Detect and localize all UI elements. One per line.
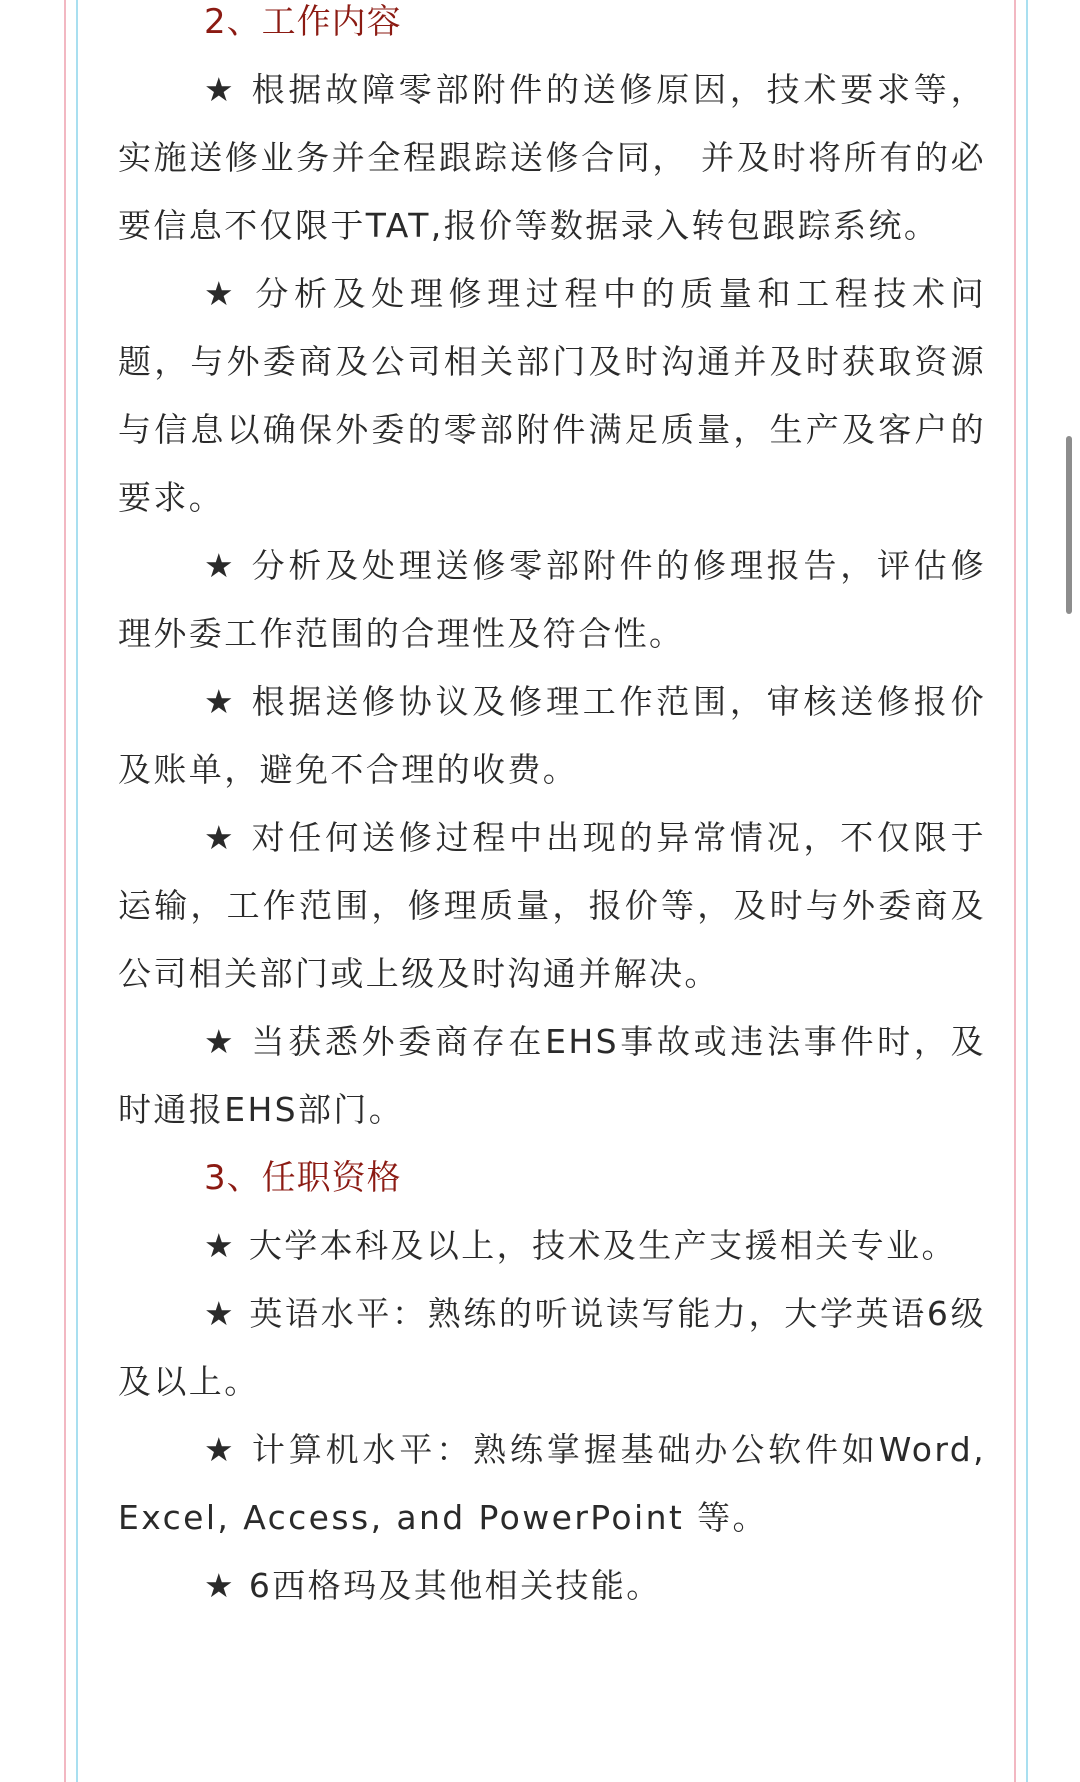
list-item: ★ 大学本科及以上，技术及生产支援相关专业。 xyxy=(204,1226,957,1265)
scrollbar-thumb[interactable] xyxy=(1066,436,1072,614)
list-item: ★ 计算机水平：熟练掌握基础办公软件如Word, Excel, Access, and PowerPoint 等。 xyxy=(118,1430,986,1537)
left-border-blue xyxy=(76,0,78,1782)
right-border-pink xyxy=(1014,0,1016,1782)
list-item: ★ 分析及处理修理过程中的质量和工程技术问题，与外委商及公司相关部门及时沟通并及时获取资源与信息以确保外委的零部附件满足质量，生产及客户的要求。 xyxy=(118,274,986,517)
article-body xyxy=(118,0,986,1620)
list-item: ★ 对任何送修过程中出现的异常情况，不仅限于运输，工作范围，修理质量，报价等，及时与外委商及公司相关部门或上级及时沟通并解决。 xyxy=(118,818,986,993)
list-item: ★ 英语水平：熟练的听说读写能力，大学英语6级及以上。 xyxy=(118,1294,986,1401)
right-border-blue xyxy=(1026,0,1028,1782)
list-item: ★ 当获悉外委商存在EHS事故或违法事件时，及时通报EHS部门。 xyxy=(118,1022,986,1129)
list-item: ★ 根据故障零部附件的送修原因，技术要求等，实施送修业务并全程跟踪送修合同， 并及时将所有的必要信息不仅限于TAT,报价等数据录入转包跟踪系统。 xyxy=(118,70,986,245)
section-title-qualifications: 3、任职资格 xyxy=(204,1158,402,1198)
list-item: ★ 分析及处理送修零部附件的修理报告，评估修理外委工作范围的合理性及符合性。 xyxy=(118,546,986,653)
list-item: ★ 6西格玛及其他相关技能。 xyxy=(204,1566,662,1605)
left-border-pink xyxy=(64,0,66,1782)
section-title-job-duties: 2、工作内容 xyxy=(204,2,402,42)
list-item: ★ 根据送修协议及修理工作范围，审核送修报价及账单，避免不合理的收费。 xyxy=(118,682,986,789)
